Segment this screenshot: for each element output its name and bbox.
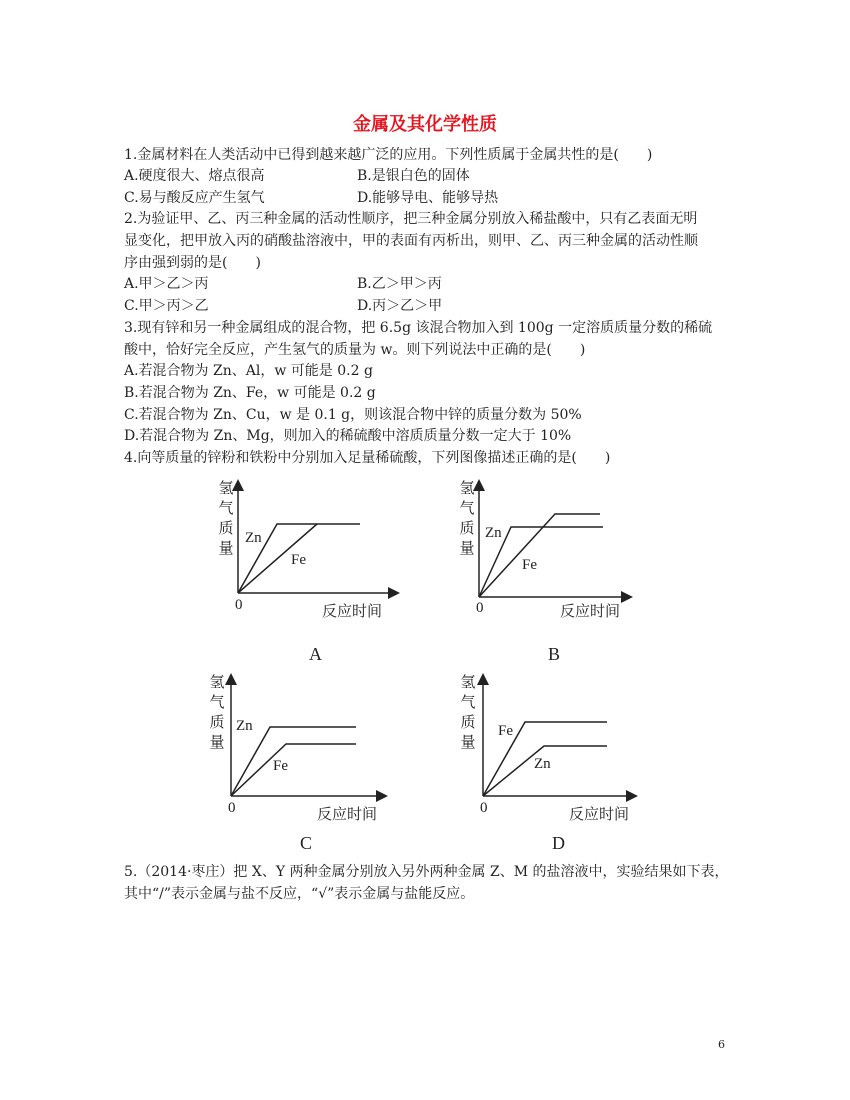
graph-c-caption: C: [300, 833, 313, 853]
graph-c-plot: [200, 668, 410, 858]
fe-label: Fe: [273, 758, 288, 774]
graph-b: [445, 472, 645, 672]
graph-c: [200, 668, 410, 858]
y-axis-label: 氢气质量: [209, 673, 225, 751]
fe-label: Fe: [291, 552, 306, 568]
origin-label: 0: [476, 600, 484, 616]
question-1-stem: 1.金属材料在人类活动中已得到越来越广泛的应用。下列性质属于金属共性的是( ): [124, 147, 653, 163]
q1-option-b: B.是银白色的固体: [357, 168, 470, 184]
question-4-stem: 4.向等质量的锌粉和铁粉中分别加入足量稀硫酸，下列图像描述正确的是( ): [124, 450, 611, 466]
graph-d-plot: [452, 668, 652, 858]
q3-option-a: A.若混合物为 Zn、Al，w 可能是 0.2 g: [124, 363, 373, 379]
q3-option-c: C.若混合物为 Zn、Cu，w 是 0.1 g，则该混合物中锌的质量分数为 50%: [124, 407, 582, 423]
fe-label: Fe: [498, 723, 513, 739]
origin-label: 0: [480, 800, 488, 816]
origin-label: 0: [228, 800, 236, 816]
q1-option-a: A.硬度很大、熔点很高: [124, 168, 265, 184]
zn-line: [231, 727, 356, 796]
fe-line: [231, 744, 356, 796]
q3-option-d: D.若混合物为 Zn、Mg，则加入的稀硫酸中溶质质量分数一定大于 10%: [124, 428, 572, 444]
x-axis-label: 反应时间: [322, 602, 383, 620]
graph-d-caption: D: [552, 833, 565, 853]
question-2-stem-line-3: 序由强到弱的是( ): [124, 255, 261, 271]
q2-option-b: B.乙＞甲＞丙: [357, 276, 442, 292]
x-axis-label: 反应时间: [569, 805, 630, 823]
question-5-stem-line-2: 其中“/”表示金属与盐不反应，“√”表示金属与盐能反应。: [124, 886, 475, 902]
graph-a-caption: A: [309, 644, 322, 664]
zn-label: Zn: [485, 525, 502, 541]
origin-label: 0: [235, 597, 243, 613]
y-axis-label: 氢气质量: [460, 673, 476, 751]
q2-option-c: C.甲＞丙＞乙: [124, 298, 209, 314]
y-axis-label: 氢气质量: [218, 479, 234, 557]
q2-option-a: A.甲＞乙＞丙: [124, 276, 209, 292]
q1-option-d: D.能够导电、能够导热: [357, 190, 499, 206]
q1-option-c: C.易与酸反应产生氢气: [124, 190, 265, 206]
zn-label: Zn: [236, 718, 253, 734]
question-3-stem-line-2: 酸中，恰好完全反应，产生氢气的质量为 w。则下列说法中正确的是( ): [124, 342, 586, 358]
graph-a-plot: [205, 472, 405, 672]
zn-label: Zn: [534, 756, 551, 772]
y-axis-label: 氢气质量: [459, 479, 475, 557]
question-5-stem-line-1: 5.（2014·枣庄）把 X、Y 两种金属分别放入另外两种金属 Z、M 的盐溶液中，实验结果如下表，: [124, 864, 729, 880]
question-3-stem-line-1: 3.现有锌和另一种金属组成的混合物，把 6.5g 该混合物加入到 100g 一定溶质质量分数的稀硫: [124, 320, 713, 336]
fe-label: Fe: [522, 557, 537, 573]
q2-option-d: D.丙＞乙＞甲: [357, 298, 443, 314]
graph-a: [205, 472, 405, 672]
question-2-stem-line-1: 2.为验证甲、乙、丙三种金属的活动性顺序，把三种金属分别放入稀盐酸中，只有乙表面无明: [124, 211, 698, 227]
q3-option-b: B.若混合物为 Zn、Fe，w 可能是 0.2 g: [124, 385, 376, 401]
graph-b-caption: B: [548, 644, 561, 664]
page-number: 6: [718, 1038, 725, 1051]
zn-label: Zn: [245, 530, 262, 546]
page-title: 金属及其化学性质: [353, 114, 497, 135]
graph-d: [452, 668, 652, 858]
x-axis-label: 反应时间: [317, 805, 378, 823]
question-2-stem-line-2: 显变化，把甲放入丙的硝酸盐溶液中，甲的表面有丙析出，则甲、乙、丙三种金属的活动性顺: [124, 233, 698, 249]
x-axis-label: 反应时间: [560, 602, 621, 620]
